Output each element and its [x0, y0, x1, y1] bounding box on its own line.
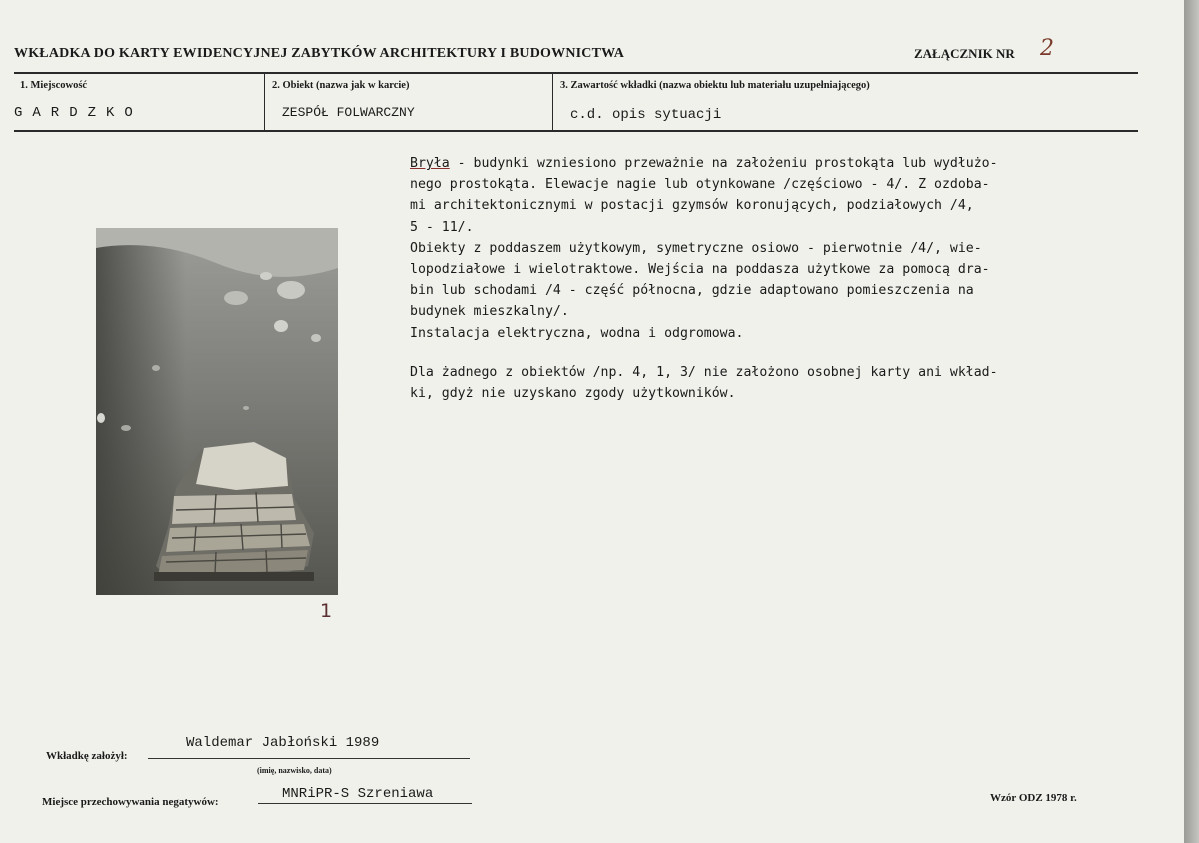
description-line: budynek mieszkalny/. [410, 304, 569, 320]
object-label: 2. Obiekt (nazwa jak w karcie) [272, 80, 410, 91]
author-sublabel: (imię, nazwisko, data) [257, 766, 332, 775]
description-text [410, 153, 1180, 404]
object-value: ZESPÓŁ FOLWARCZNY [282, 105, 415, 120]
photo-number: 1 [320, 600, 333, 622]
negatives-label: Miejsce przechowywania negatywów: [42, 796, 219, 808]
negatives-value: MNRiPR-S Szreniawa [282, 786, 434, 802]
form-template-label: Wzór ODZ 1978 r. [990, 792, 1077, 804]
description-line: bin lub schodami /4 - część północna, gdzie adaptowano pomieszczenia na [410, 283, 974, 299]
site-photo [96, 228, 338, 595]
description-line: nego prostokąta. Elewacje nagie lub otynkowane /częściowo - 4/. Z ozdoba- [410, 177, 990, 193]
form-title: WKŁADKA DO KARTY EWIDENCYJNEJ ZABYTKÓW ARCHITEKTURY I BUDOWNICTWA [14, 46, 625, 61]
field-divider-1 [264, 74, 265, 130]
description-line: Dla żadnego z obiektów /np. 4, 1, 3/ nie założono osobnej karty ani wkład- [410, 364, 998, 380]
description-line: ki, gdyż nie uzyskano zgody użytkowników. [410, 386, 736, 402]
scan-edge [1184, 0, 1199, 843]
content-label: 3. Zawartość wkładki (nazwa obiektu lub materiału uzupełniającego) [560, 80, 870, 91]
description-line: Instalacja elektryczna, wodna i odgromowa. [410, 325, 744, 341]
negatives-line [258, 803, 472, 804]
description-line: mi architektonicznymi w postacji gzymsów koronujących, podziałowych /4, [410, 198, 974, 214]
author-line [148, 758, 470, 759]
description-line: 5 - 11/. [410, 219, 474, 235]
header-rule-top [14, 72, 1138, 74]
author-label: Wkładkę założył: [46, 750, 128, 762]
annex-number: 2 [1040, 36, 1054, 61]
annex-label: ZAŁĄCZNIK NR [914, 46, 1015, 61]
description-line: Obiekty z poddaszem użytkowym, symetryczne osiowo - pierwotnie /4/, wie- [410, 240, 982, 256]
description-line: lopodziałowe i wielotraktowe. Wejścia na poddasza użytkowe za pomocą dra- [410, 262, 990, 278]
field-divider-2 [552, 74, 553, 130]
description-line: Bryła - budynki wzniesiono przeważnie na założeniu prostokąta lub wydłużo- [410, 156, 998, 171]
author-value: Waldemar Jabłoński 1989 [186, 735, 380, 751]
locality-label: 1. Miejscowość [20, 80, 88, 91]
header-rule-bottom [14, 130, 1138, 132]
heading-word: Bryła [410, 156, 450, 171]
locality-value: GARDZKO [14, 105, 143, 121]
content-value: c.d. opis sytuacji [570, 107, 722, 123]
